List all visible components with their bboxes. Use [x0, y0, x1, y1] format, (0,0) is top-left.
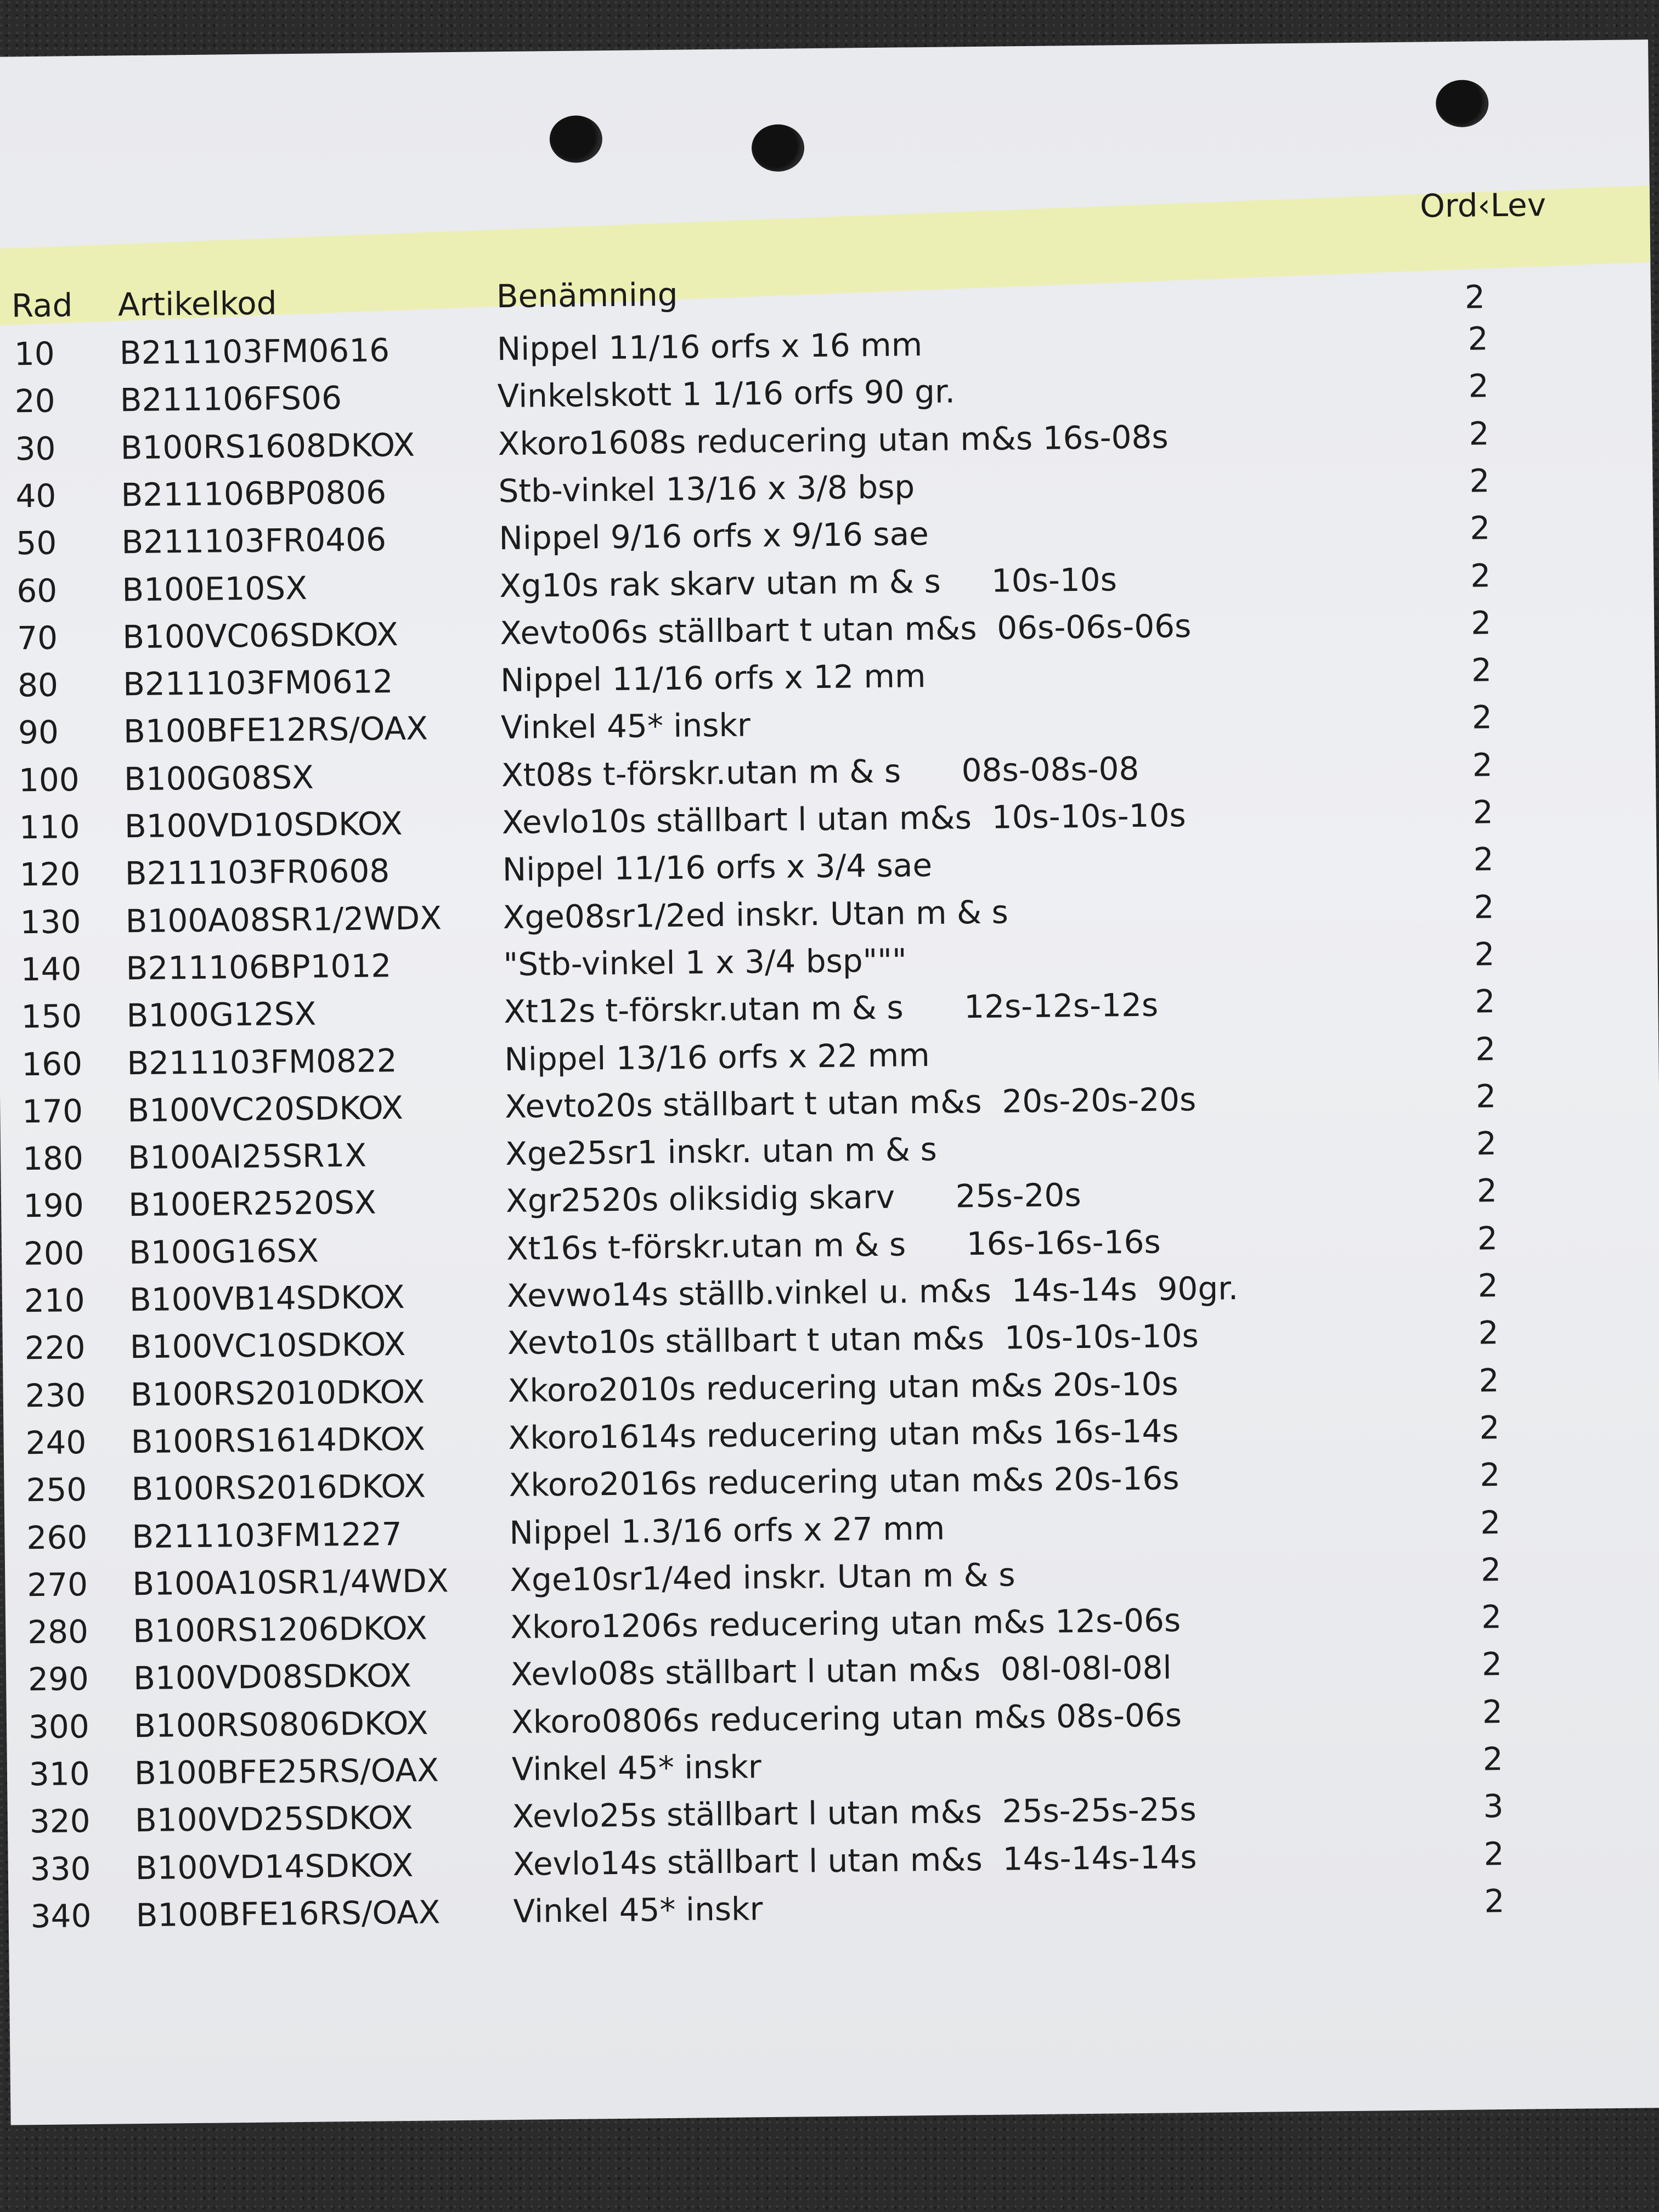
row-qty: 2 [1479, 1361, 1499, 1400]
row-qty: 2 [1470, 603, 1492, 642]
row-artikelkod: B211103FR0406 [121, 521, 387, 561]
row-artikelkod: B100RS1614DKOX [131, 1420, 426, 1461]
row-qty: 2 [1480, 1503, 1501, 1541]
row-rad: 150 [21, 997, 82, 1036]
row-artikelkod: B100G08SX [123, 758, 314, 798]
row-benamning: "Stb-vinkel 1 x 3/4 bsp""" [503, 941, 907, 983]
row-qty: 2 [1478, 1314, 1499, 1352]
row-qty: 2 [1468, 367, 1489, 405]
row-qty: 2 [1472, 746, 1493, 784]
row-qty: 2 [1471, 698, 1493, 736]
row-benamning: Xg10s rak skarv utan m & s 10s-10s [499, 560, 1118, 605]
row-rad: 340 [30, 1897, 92, 1936]
row-artikelkod: B211103FM0612 [122, 663, 393, 703]
header-qty: 2 [1464, 278, 1486, 316]
row-artikelkod: B100AI25SR1X [127, 1136, 367, 1177]
row-benamning: Xge10sr1/4ed inskr. Utan m & s [509, 1556, 1015, 1599]
row-rad: 30 [15, 430, 56, 467]
row-benamning: Xt12s t-förskr.utan m & s 12s-12s-12s [504, 986, 1159, 1031]
row-benamning: Vinkel 45* inskr [511, 1748, 762, 1788]
row-artikelkod: B100RS1206DKOX [132, 1609, 427, 1650]
row-qty: 2 [1472, 793, 1494, 831]
row-benamning: Xge25sr1 inskr. utan m & s [505, 1130, 938, 1173]
row-qty: 2 [1480, 1456, 1500, 1494]
row-benamning: Xkoro2010s reducering utan m&s 20s-10s [507, 1364, 1179, 1409]
row-qty: 2 [1479, 1409, 1500, 1447]
row-benamning: Nippel 11/16 orfs x 3/4 sae [502, 847, 933, 889]
row-qty: 2 [1477, 1267, 1499, 1305]
row-artikelkod: B100VC06SDKOX [122, 615, 399, 656]
row-qty: 2 [1475, 1077, 1497, 1115]
row-artikelkod: B100BFE16RS/OAX [136, 1893, 441, 1934]
row-qty: 2 [1469, 414, 1489, 453]
row-benamning: Xt16s t-förskr.utan m & s 16s-16s-16s [506, 1223, 1161, 1267]
row-benamning: Xt08s t-förskr.utan m & s 08s-08s-08 [501, 749, 1139, 794]
ordlev-header: Ord‹Lev [1419, 186, 1547, 225]
row-rad: 200 [23, 1234, 85, 1272]
row-qty: 2 [1470, 556, 1491, 595]
row-benamning: Xkoro2016s reducering utan m&s 20s-16s [509, 1459, 1180, 1504]
row-benamning: Vinkel 45* inskr [513, 1890, 763, 1930]
row-rad: 190 [22, 1187, 84, 1225]
row-rad: 250 [26, 1471, 87, 1509]
row-qty: 2 [1481, 1598, 1502, 1636]
row-artikelkod: B100RS1608DKOX [120, 426, 415, 466]
row-rad: 10 [14, 335, 55, 373]
row-benamning: Xkoro1614s reducering utan m&s 16s-14s [508, 1412, 1179, 1457]
row-rad: 140 [20, 950, 82, 989]
row-qty: 2 [1469, 509, 1491, 547]
row-benamning: Nippel 11/16 orfs x 16 mm [496, 326, 923, 368]
row-rad: 40 [15, 477, 57, 515]
row-benamning: Nippel 11/16 orfs x 12 mm [500, 657, 926, 699]
row-rad: 160 [21, 1045, 83, 1083]
row-benamning: Xkoro1206s reducering utan m&s 12s-06s [510, 1601, 1181, 1646]
row-rad: 240 [25, 1423, 87, 1462]
row-rad: 210 [24, 1282, 86, 1320]
row-artikelkod: B100BFE25RS/OAX [134, 1751, 439, 1792]
row-benamning: Xkoro0806s reducering utan m&s 08s-06s [511, 1696, 1182, 1741]
punch-hole [549, 115, 602, 163]
row-artikelkod: B100VB14SDKOX [129, 1278, 405, 1319]
row-rad: 120 [19, 855, 81, 894]
row-benamning: Xkoro1608s reducering utan m&s 16s-08s [498, 417, 1169, 462]
printed-sheet [0, 40, 1659, 2125]
row-qty: 3 [1483, 1787, 1504, 1825]
row-artikelkod: B100VC10SDKOX [129, 1325, 406, 1366]
row-benamning: Xevto20s ställbart t utan m&s 20s-20s-20s [504, 1080, 1197, 1125]
row-qty: 2 [1482, 1740, 1504, 1778]
row-benamning: Xevlo10s ställbart l utan m&s 10s-10s-10s [501, 797, 1186, 842]
punch-hole [752, 124, 805, 172]
rad-header: Rad [11, 286, 73, 325]
row-artikelkod: B211103FM0616 [119, 331, 390, 372]
row-benamning: Nippel 13/16 orfs x 22 mm [504, 1036, 930, 1078]
row-rad: 260 [26, 1518, 88, 1556]
row-qty: 2 [1483, 1835, 1504, 1873]
row-rad: 230 [25, 1376, 86, 1414]
row-artikelkod: B100VD08SDKOX [133, 1657, 412, 1697]
row-rad: 270 [26, 1565, 88, 1604]
row-rad: 170 [21, 1092, 83, 1131]
row-artikelkod: B100RS2016DKOX [131, 1467, 426, 1508]
row-qty: 2 [1474, 888, 1494, 926]
row-rad: 300 [28, 1707, 90, 1746]
row-artikelkod: B100E10SX [122, 569, 308, 608]
row-rad: 290 [27, 1660, 89, 1699]
row-artikelkod: B211103FM1227 [132, 1515, 402, 1555]
row-benamning: Stb-vinkel 13/16 x 3/8 bsp [498, 468, 915, 510]
row-qty: 2 [1468, 320, 1488, 358]
row-artikelkod: B100BFE12RS/OAX [123, 709, 428, 751]
row-rad: 60 [16, 572, 58, 610]
row-qty: 2 [1473, 840, 1494, 878]
row-qty: 2 [1474, 935, 1495, 973]
row-rad: 130 [20, 902, 81, 941]
row-qty: 2 [1469, 462, 1490, 500]
row-qty: 2 [1480, 1550, 1502, 1589]
row-artikelkod: B100A10SR1/4WDX [132, 1561, 449, 1603]
row-artikelkod: B100ER2520SX [128, 1183, 377, 1224]
row-benamning: Vinkelskott 1 1/16 orfs 90 gr. [497, 373, 956, 415]
row-artikelkod: B100VC20SDKOX [127, 1088, 404, 1130]
row-artikelkod: B211103FR0608 [125, 852, 390, 893]
row-benamning: Xgr2520s oliksidig skarv 25s-20s [505, 1176, 1081, 1220]
row-artikelkod: B100G12SX [126, 995, 317, 1035]
row-rad: 310 [29, 1755, 91, 1793]
row-qty: 2 [1475, 983, 1496, 1020]
row-artikelkod: B100VD14SDKOX [135, 1846, 414, 1887]
row-qty: 2 [1482, 1692, 1503, 1731]
row-rad: 20 [14, 382, 55, 420]
row-benamning: Xevto06s ställbart t utan m&s 06s-06s-06s [499, 607, 1192, 652]
row-rad: 220 [24, 1329, 86, 1367]
row-rad: 330 [30, 1849, 91, 1888]
row-benamning: Nippel 1.3/16 orfs x 27 mm [509, 1509, 945, 1551]
row-artikelkod: B100VD25SDKOX [134, 1799, 413, 1839]
row-benamning: Xevwo14s ställb.vinkel u. m&s 14s-14s 90gr. [506, 1269, 1239, 1315]
row-qty: 2 [1481, 1645, 1503, 1683]
row-artikelkod: B100A08SR1/2WDX [125, 899, 442, 940]
row-artikelkod: B211106BP1012 [126, 947, 392, 988]
row-benamning: Vinkel 45* inskr [500, 706, 751, 747]
row-qty: 2 [1476, 1172, 1498, 1210]
artikelkod-header: Artikelkod [117, 284, 277, 324]
row-artikelkod: B211106BP0806 [121, 473, 387, 514]
row-artikelkod: B100RS2010DKOX [130, 1373, 425, 1413]
row-artikelkod: B100RS0806DKOX [133, 1704, 428, 1745]
row-artikelkod: B100G16SX [128, 1232, 319, 1271]
row-rad: 90 [18, 713, 59, 752]
row-artikelkod: B211106FS06 [120, 379, 342, 419]
row-qty: 2 [1471, 651, 1492, 689]
row-benamning: Xevlo25s ställbart l utan m&s 25s-25s-25s [512, 1791, 1197, 1836]
row-benamning: Xevto10s ställbart t utan m&s 10s-10s-10s [507, 1317, 1199, 1362]
row-artikelkod: B211103FM0822 [127, 1041, 397, 1082]
row-rad: 320 [29, 1802, 91, 1841]
row-rad: 50 [16, 524, 57, 562]
row-rad: 280 [27, 1613, 89, 1651]
punch-hole [1436, 80, 1489, 127]
row-qty: 2 [1475, 1030, 1496, 1068]
row-benamning: Xevlo14s ställbart l utan m&s 14s-14s-14s [512, 1838, 1197, 1883]
row-rad: 100 [18, 760, 80, 799]
row-rad: 110 [19, 808, 80, 847]
row-qty: 2 [1484, 1882, 1505, 1920]
row-qty: 2 [1477, 1219, 1498, 1257]
row-qty: 2 [1476, 1125, 1497, 1163]
benamning-header: Benämning [496, 275, 678, 315]
row-artikelkod: B100VD10SDKOX [124, 805, 403, 845]
row-rad: 180 [22, 1139, 84, 1178]
row-benamning: Xevlo08s ställbart l utan m&s 08l-08l-08l [510, 1649, 1172, 1694]
row-benamning: Xge08sr1/2ed inskr. Utan m & s [503, 893, 1009, 936]
row-rad: 70 [16, 619, 58, 657]
row-rad: 80 [17, 666, 59, 704]
row-benamning: Nippel 9/16 orfs x 9/16 sae [499, 515, 929, 557]
